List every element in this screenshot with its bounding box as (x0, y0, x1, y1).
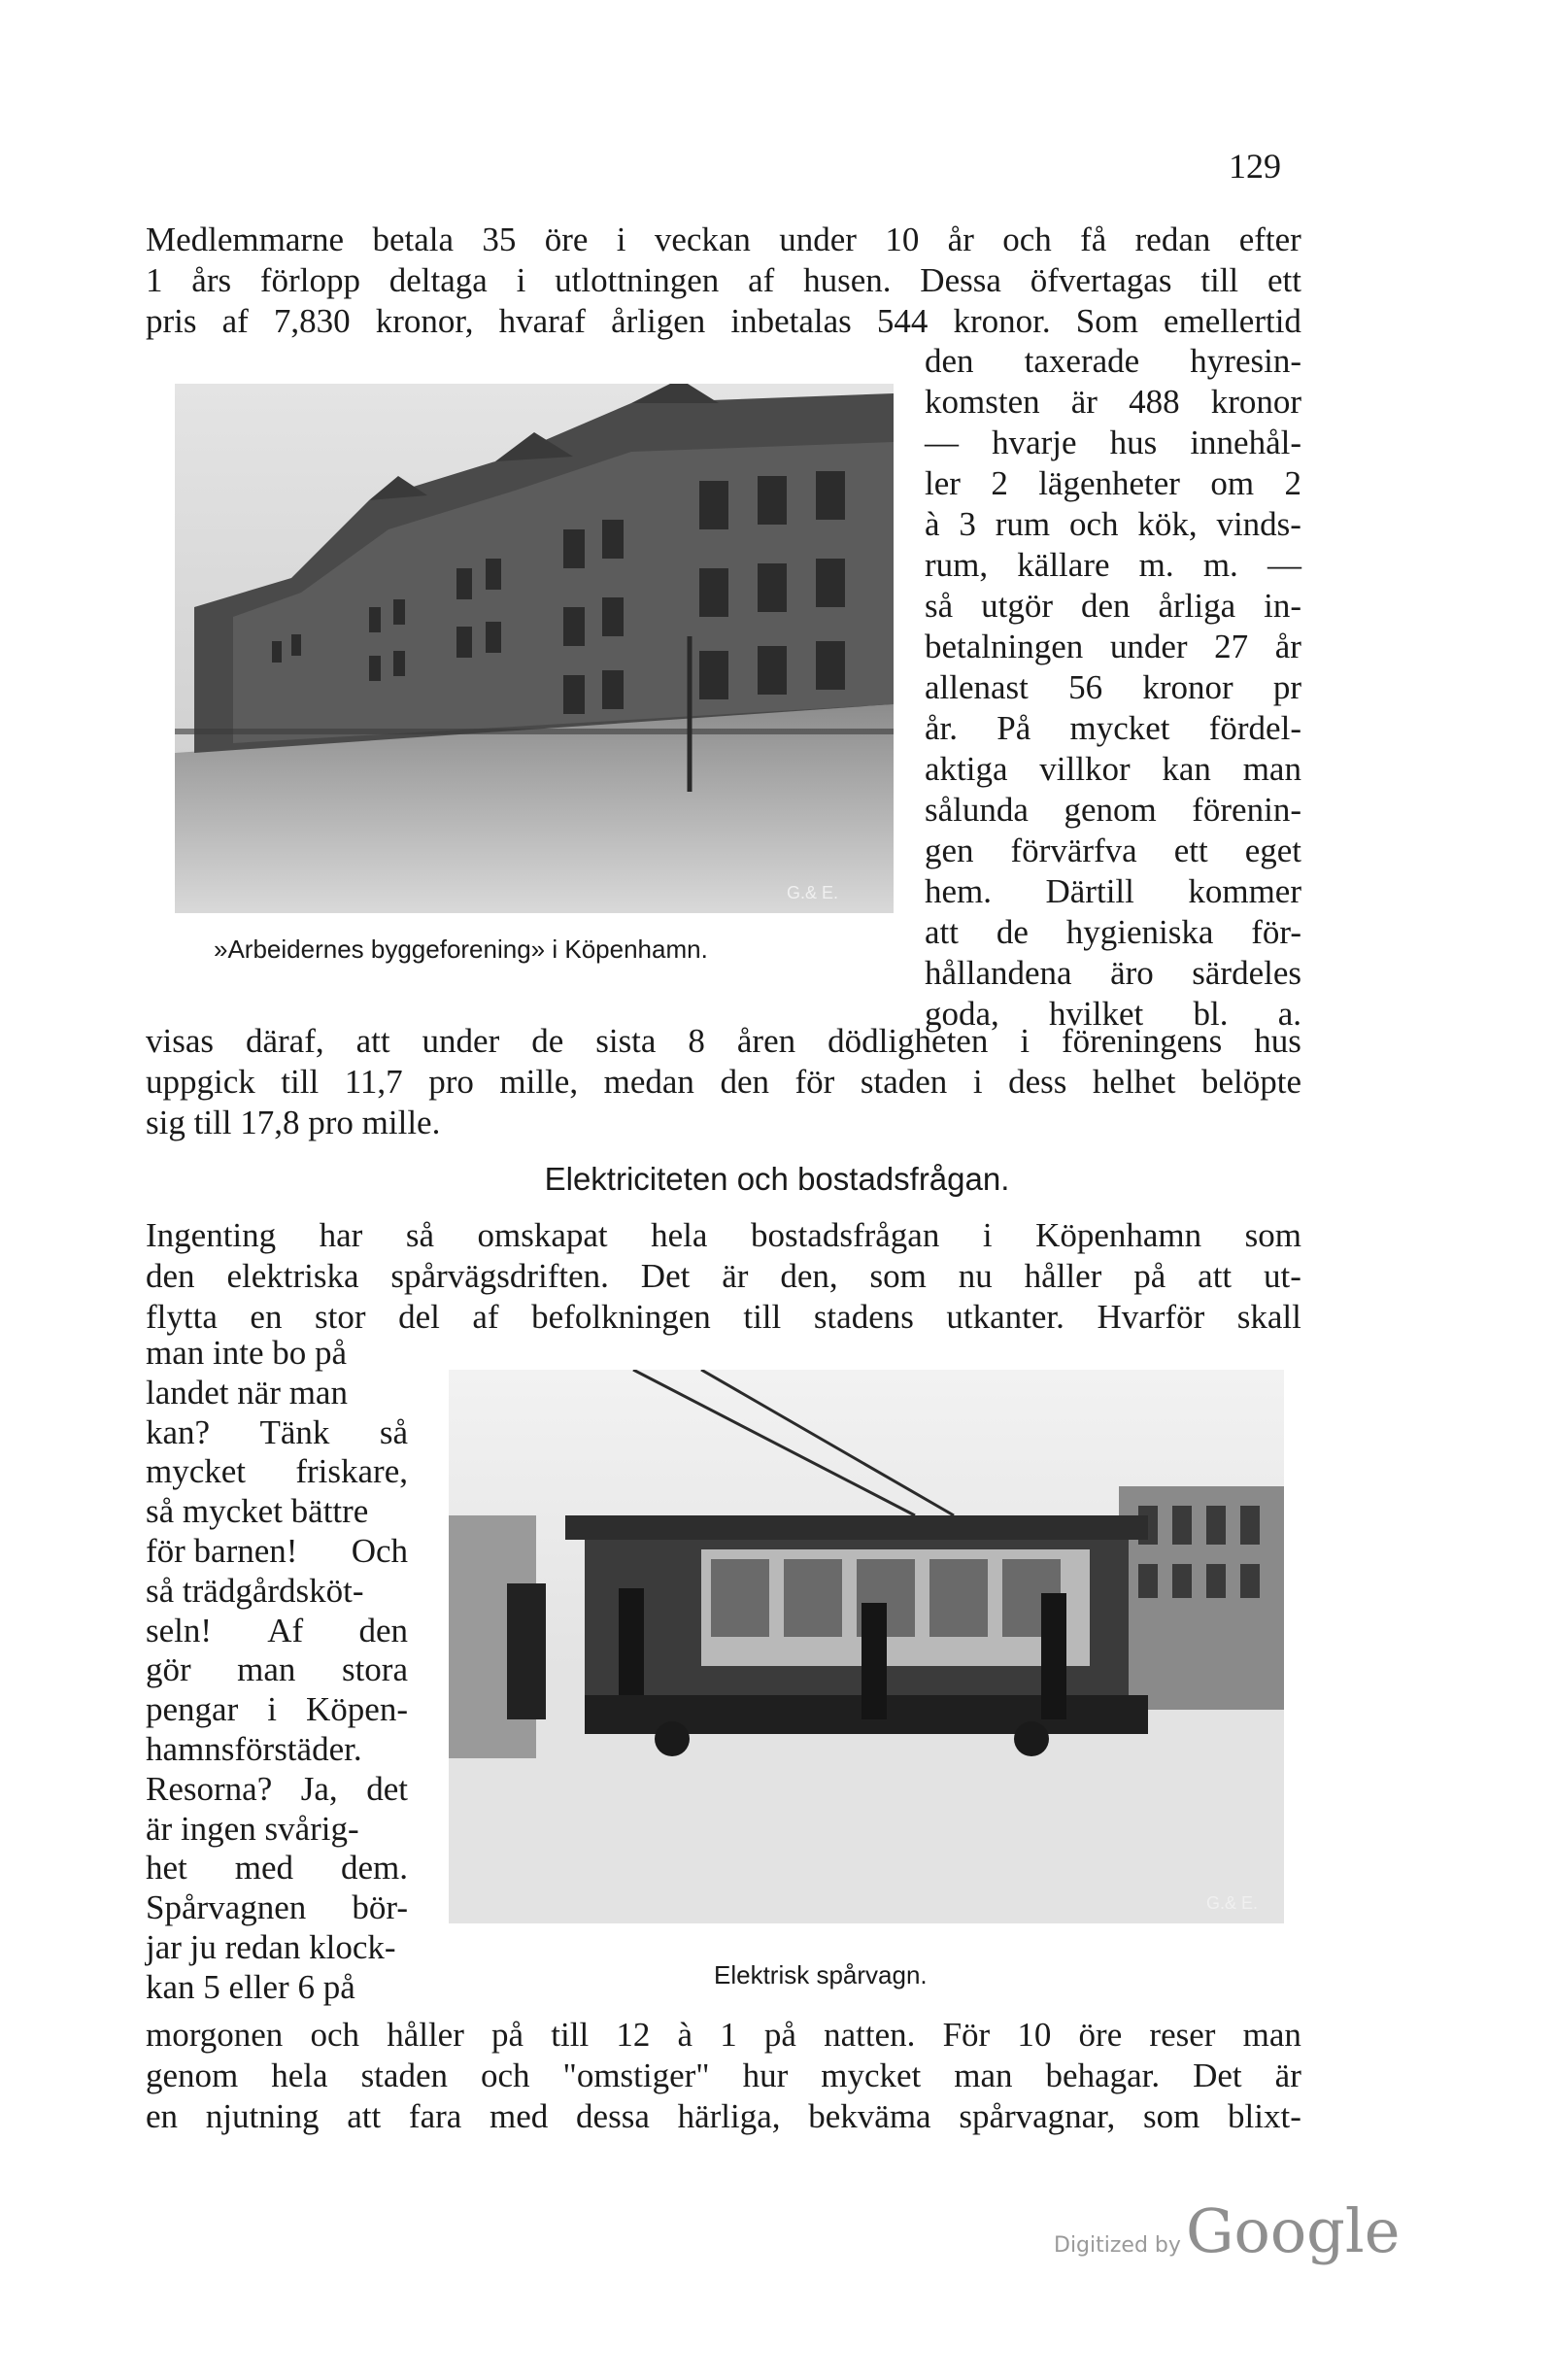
building-photo (175, 384, 894, 913)
word: rum (995, 505, 1051, 543)
text-line (925, 830, 1301, 872)
word: 3 (959, 505, 976, 543)
text-line (925, 707, 1301, 750)
text-line (925, 952, 1301, 995)
text-line (146, 1491, 408, 1531)
word: à (925, 505, 940, 543)
word: veckan (654, 221, 751, 258)
text-line (146, 1927, 408, 1967)
word: skall (1236, 1298, 1301, 1336)
word: hamnsförstäder. (146, 1730, 362, 1768)
word: få (1080, 221, 1107, 258)
word: hus (1254, 1022, 1301, 1060)
text-line (925, 462, 1301, 505)
word: om (1210, 464, 1255, 502)
word: seln! (146, 1611, 213, 1649)
word: in- (1264, 587, 1301, 625)
word: kronor (1210, 383, 1301, 421)
word: dessa (576, 2097, 650, 2135)
text-line (146, 1967, 408, 2007)
word: emellertid (1164, 302, 1301, 340)
word: 2 (991, 464, 1008, 502)
word: är (1274, 2057, 1301, 2094)
word: man inte bo på (146, 1334, 348, 1372)
text-line (146, 1729, 408, 1769)
word: att (925, 913, 959, 951)
word: den (358, 1611, 408, 1649)
word: i (616, 221, 626, 258)
word: kök, (1137, 505, 1198, 543)
word: 12 (616, 2016, 651, 2054)
text-line (146, 2095, 1301, 2138)
word: medan (603, 1063, 694, 1101)
word: spårvagnar, (959, 2097, 1116, 2135)
word: håller (1024, 1257, 1102, 1295)
word: med (234, 1849, 293, 1887)
text-line (146, 1809, 408, 1849)
word: deltaga (388, 261, 488, 299)
word: friskare, (295, 1452, 408, 1491)
word: mycket (1069, 709, 1170, 747)
word: 1 (146, 261, 163, 299)
word: het (146, 1849, 187, 1887)
word: man (1242, 750, 1301, 788)
word: à (677, 2016, 693, 2054)
word: för barnen! (146, 1532, 298, 1570)
word: mycket (146, 1452, 247, 1491)
word: 8 (688, 1022, 705, 1060)
text-line (146, 1887, 408, 1927)
building-photo-caption: »Arbeidernes byggeforening» i Köpenhamn. (214, 935, 708, 964)
text-line (146, 1769, 408, 1809)
word: 10 (885, 221, 920, 258)
word: aktiga (925, 750, 1008, 788)
word: pro (428, 1063, 474, 1101)
word: så (925, 587, 954, 625)
word: åren (736, 1022, 796, 1060)
word: mycket (821, 2057, 922, 2094)
word: genom (146, 2057, 239, 2094)
word: 10 (1017, 2016, 1052, 2054)
word: Spårvagnen (146, 1888, 307, 1927)
word: sig till 17,8 pro mille. (146, 1104, 441, 1141)
word: gör (146, 1650, 191, 1689)
word: på (1133, 1257, 1166, 1295)
word: i (972, 1063, 983, 1101)
word: så mycket bättre (146, 1492, 369, 1531)
word: a. (1277, 995, 1301, 1033)
word: att (347, 2097, 382, 2135)
word: visas (146, 1022, 214, 1060)
word: jar ju redan klock- (146, 1928, 396, 1966)
text-line (146, 1255, 1301, 1298)
word: är (1070, 383, 1098, 421)
word: inbetalas (730, 302, 852, 340)
text-line (925, 544, 1301, 587)
word: så trädgårdsköt- (146, 1571, 364, 1610)
word: under (1109, 628, 1188, 665)
word: de (996, 913, 1029, 951)
word: flytta (146, 1298, 218, 1336)
word: den, (780, 1257, 838, 1295)
word: Köpen- (306, 1690, 408, 1729)
word: Af (267, 1611, 304, 1649)
word: komsten (925, 383, 1040, 421)
word: så (405, 1216, 434, 1254)
photo-mark: G.& E. (1206, 1893, 1259, 1913)
word: kronor. (953, 302, 1051, 340)
tram-photo (449, 1370, 1284, 1923)
word: gen (925, 832, 974, 869)
word: morgonen (146, 2016, 284, 2054)
text-line (146, 1451, 408, 1491)
word: och (310, 2016, 360, 2054)
word: elektriska (226, 1257, 359, 1295)
word: redan (1134, 221, 1211, 258)
word: m. (1138, 546, 1174, 584)
word: 35 (482, 221, 517, 258)
word: ler (925, 464, 961, 502)
word: särdeles (1192, 954, 1301, 992)
word: det (366, 1769, 408, 1808)
word: stor (315, 1298, 366, 1336)
word: Ja, (300, 1769, 338, 1808)
word: omskapat (477, 1216, 608, 1254)
word: och (1002, 221, 1052, 258)
word: kommer (1188, 872, 1301, 910)
word: öfvertagas (1030, 261, 1172, 299)
word: Därtill (1045, 872, 1134, 910)
word: är (722, 1257, 749, 1295)
word: rum, (925, 546, 989, 584)
word: hela (651, 1216, 708, 1254)
word: staden (360, 2057, 448, 2094)
word: villkor (1039, 750, 1131, 788)
word: behagar. (1045, 2057, 1161, 2094)
text-line (146, 2014, 1301, 2057)
text-line (146, 1848, 408, 1887)
word: 2 (1284, 464, 1301, 502)
word: betalningen (925, 628, 1084, 665)
word: hela (271, 2057, 328, 2094)
text-line (925, 626, 1301, 668)
word: för- (1251, 913, 1301, 951)
word: till (551, 2016, 590, 2054)
word: den (146, 1257, 195, 1295)
word: m. (1202, 546, 1238, 584)
text-line (925, 585, 1301, 628)
text-line (146, 1214, 1301, 1257)
word: hur (742, 2057, 789, 2094)
text-line (146, 1531, 408, 1571)
word: lägenheter (1038, 464, 1180, 502)
word: föreningens (1062, 1022, 1223, 1060)
word: öre (544, 221, 589, 258)
word: goda, (925, 995, 999, 1033)
word: hvarje (992, 424, 1077, 461)
text-line (925, 340, 1301, 383)
word: hygieniska (1065, 913, 1214, 951)
word: härliga, (677, 2097, 781, 2135)
word: fara (408, 2097, 462, 2135)
word: allenast (925, 668, 1029, 706)
word: som (1244, 1216, 1301, 1254)
word: Medlemmarne (146, 221, 345, 258)
word: natten. (824, 2016, 916, 2054)
text-line (146, 300, 1301, 343)
word: utkanter. (946, 1298, 1064, 1336)
digitized-watermark (1054, 2195, 1400, 2266)
word: ut- (1264, 1257, 1301, 1295)
text-line (146, 1102, 1301, 1144)
word: hyresin- (1190, 342, 1301, 380)
word: och (1068, 505, 1119, 543)
word: i (516, 261, 526, 299)
word: hållandena (925, 954, 1072, 992)
word: öre (1078, 2016, 1123, 2054)
word: utgör (981, 587, 1053, 625)
word: efter (1238, 221, 1301, 258)
word: kan (1162, 750, 1211, 788)
word: — (1267, 546, 1301, 584)
word: ett (1173, 832, 1208, 869)
word: hem. (925, 872, 993, 910)
word: För (942, 2016, 991, 2054)
word: Tänk (259, 1412, 330, 1451)
word: innehål- (1190, 424, 1301, 461)
word: husen. (803, 261, 892, 299)
word: mille, (499, 1063, 579, 1101)
word: belöpte (1200, 1063, 1301, 1101)
word: befolkningen (531, 1298, 711, 1336)
word: 11,7 (344, 1063, 403, 1101)
word: med (490, 2097, 549, 2135)
word: år (947, 221, 974, 258)
text-line (146, 2055, 1301, 2097)
word: af (472, 1298, 499, 1336)
word: Det (1193, 2057, 1242, 2094)
word: njutning (205, 2097, 320, 2135)
word: på (763, 2016, 796, 2054)
word: Hvarför (1097, 1298, 1205, 1336)
word: de (531, 1022, 564, 1060)
tram-illustration (449, 1370, 1284, 1923)
word: genom (1064, 791, 1157, 829)
word: så (379, 1412, 408, 1451)
word: den (925, 342, 974, 380)
text-line (925, 789, 1301, 832)
text-line (146, 1689, 408, 1729)
word: till (743, 1298, 782, 1336)
word: man (954, 2057, 1013, 2094)
word: stadens (813, 1298, 914, 1336)
word: pengar (146, 1690, 239, 1729)
word: på (491, 2016, 524, 2054)
word: håller (387, 2016, 464, 2054)
word: bekväma (808, 2097, 931, 2135)
word: förlopp (259, 261, 360, 299)
word: i (267, 1690, 277, 1729)
text-line (146, 1020, 1301, 1063)
text-line (146, 1649, 408, 1689)
text-line (146, 1571, 408, 1611)
word: staden (860, 1063, 948, 1101)
word: 7,830 (273, 302, 351, 340)
word: man (1242, 2016, 1301, 2054)
google-logo: Google (1186, 2195, 1401, 2266)
word: att (1198, 1257, 1233, 1295)
word: Dessa (920, 261, 1001, 299)
word: år. (925, 709, 959, 747)
page-number: 129 (1229, 147, 1281, 186)
word: Köpenhamn (1035, 1216, 1202, 1254)
text-line (146, 1333, 408, 1373)
word: af (748, 261, 775, 299)
building-illustration (175, 384, 894, 913)
word: år (1274, 628, 1301, 665)
word: vinds- (1216, 505, 1301, 543)
text-line (925, 422, 1301, 464)
word: — (925, 424, 959, 461)
word: blixt- (1228, 2097, 1301, 2135)
word: har (319, 1216, 363, 1254)
word: kan? (146, 1412, 211, 1451)
word: utlottningen (555, 261, 720, 299)
word: årligen (611, 302, 706, 340)
word: källare (1017, 546, 1110, 584)
watermark-prefix: Digitized by (1054, 2233, 1181, 2258)
word: den (1080, 587, 1131, 625)
word: att (355, 1022, 390, 1060)
word: som (869, 1257, 927, 1295)
word: sista (595, 1022, 657, 1060)
text-line (146, 1061, 1301, 1104)
word: 544 (876, 302, 929, 340)
word: till (281, 1063, 320, 1101)
word: fördel- (1208, 709, 1301, 747)
word: förvärfva (1010, 832, 1137, 869)
word: till (1200, 261, 1239, 299)
text-line (925, 381, 1301, 424)
word: man (237, 1650, 296, 1689)
word: under (422, 1022, 500, 1060)
word: Och (351, 1532, 408, 1570)
word: och (480, 2057, 530, 2094)
word: den (720, 1063, 769, 1101)
word: helhet (1092, 1063, 1176, 1101)
word: dödligheten (828, 1022, 989, 1060)
word: Resorna? (146, 1769, 273, 1808)
word: i (1020, 1022, 1030, 1060)
word: "omstiger" (562, 2057, 710, 2094)
word: bör- (352, 1888, 408, 1927)
word: kronor (1142, 668, 1233, 706)
word: under (779, 221, 857, 258)
word: dess (1008, 1063, 1067, 1101)
word: ett (1267, 261, 1301, 299)
word: del (398, 1298, 440, 1336)
word: 488 (1129, 383, 1180, 421)
word: nu (958, 1257, 993, 1295)
word: af (221, 302, 249, 340)
word: landet när man (146, 1373, 348, 1411)
word: en (250, 1298, 283, 1336)
text-line (146, 219, 1301, 261)
text-line (146, 1373, 408, 1412)
text-line (146, 1611, 408, 1650)
word: spårvägsdriften. (390, 1257, 609, 1295)
text-line (925, 911, 1301, 954)
word: är ingen svårig- (146, 1809, 359, 1848)
word: kronor, (375, 302, 474, 340)
word: dem. (340, 1849, 408, 1887)
word: 1 (720, 2016, 737, 2054)
word: års (191, 261, 232, 299)
word: hvaraf (498, 302, 586, 340)
word: en (146, 2097, 179, 2135)
word: pr (1272, 668, 1301, 706)
word: taxerade (1024, 342, 1140, 380)
word: 56 (1068, 668, 1103, 706)
word: årliga (1158, 587, 1236, 625)
section-heading: Elektriciteten och bostadsfrågan. (544, 1161, 1010, 1197)
word: Det (640, 1257, 691, 1295)
text-line (925, 870, 1301, 913)
word: eget (1244, 832, 1301, 869)
word: i (982, 1216, 993, 1254)
tram-photo-caption: Elektrisk spårvagn. (714, 1960, 928, 1989)
word: Ingenting (146, 1216, 277, 1254)
word: betala (372, 221, 454, 258)
word: På (997, 709, 1031, 747)
word: Som (1075, 302, 1138, 340)
word: förenin- (1192, 791, 1301, 829)
word: 27 (1214, 628, 1249, 665)
word: bl. (1193, 995, 1229, 1033)
word: reser (1149, 2016, 1216, 2054)
word: kan 5 eller 6 på (146, 1967, 355, 2006)
word: äro (1110, 954, 1154, 992)
text-line (146, 259, 1301, 302)
text-line (925, 748, 1301, 791)
word: hus (1109, 424, 1158, 461)
word: däraf, (245, 1022, 324, 1060)
word: stora (341, 1650, 408, 1689)
word: sålunda (925, 791, 1029, 829)
word: pris (146, 302, 197, 340)
word: bostadsfrågan (750, 1216, 940, 1254)
text-line (925, 666, 1301, 709)
word: uppgick (146, 1063, 255, 1101)
word: hvilket (1049, 995, 1144, 1033)
word: för (794, 1063, 835, 1101)
word: som (1142, 2097, 1200, 2135)
text-line (146, 1412, 408, 1452)
text-line (925, 503, 1301, 546)
photo-mark: G.& E. (787, 883, 839, 902)
